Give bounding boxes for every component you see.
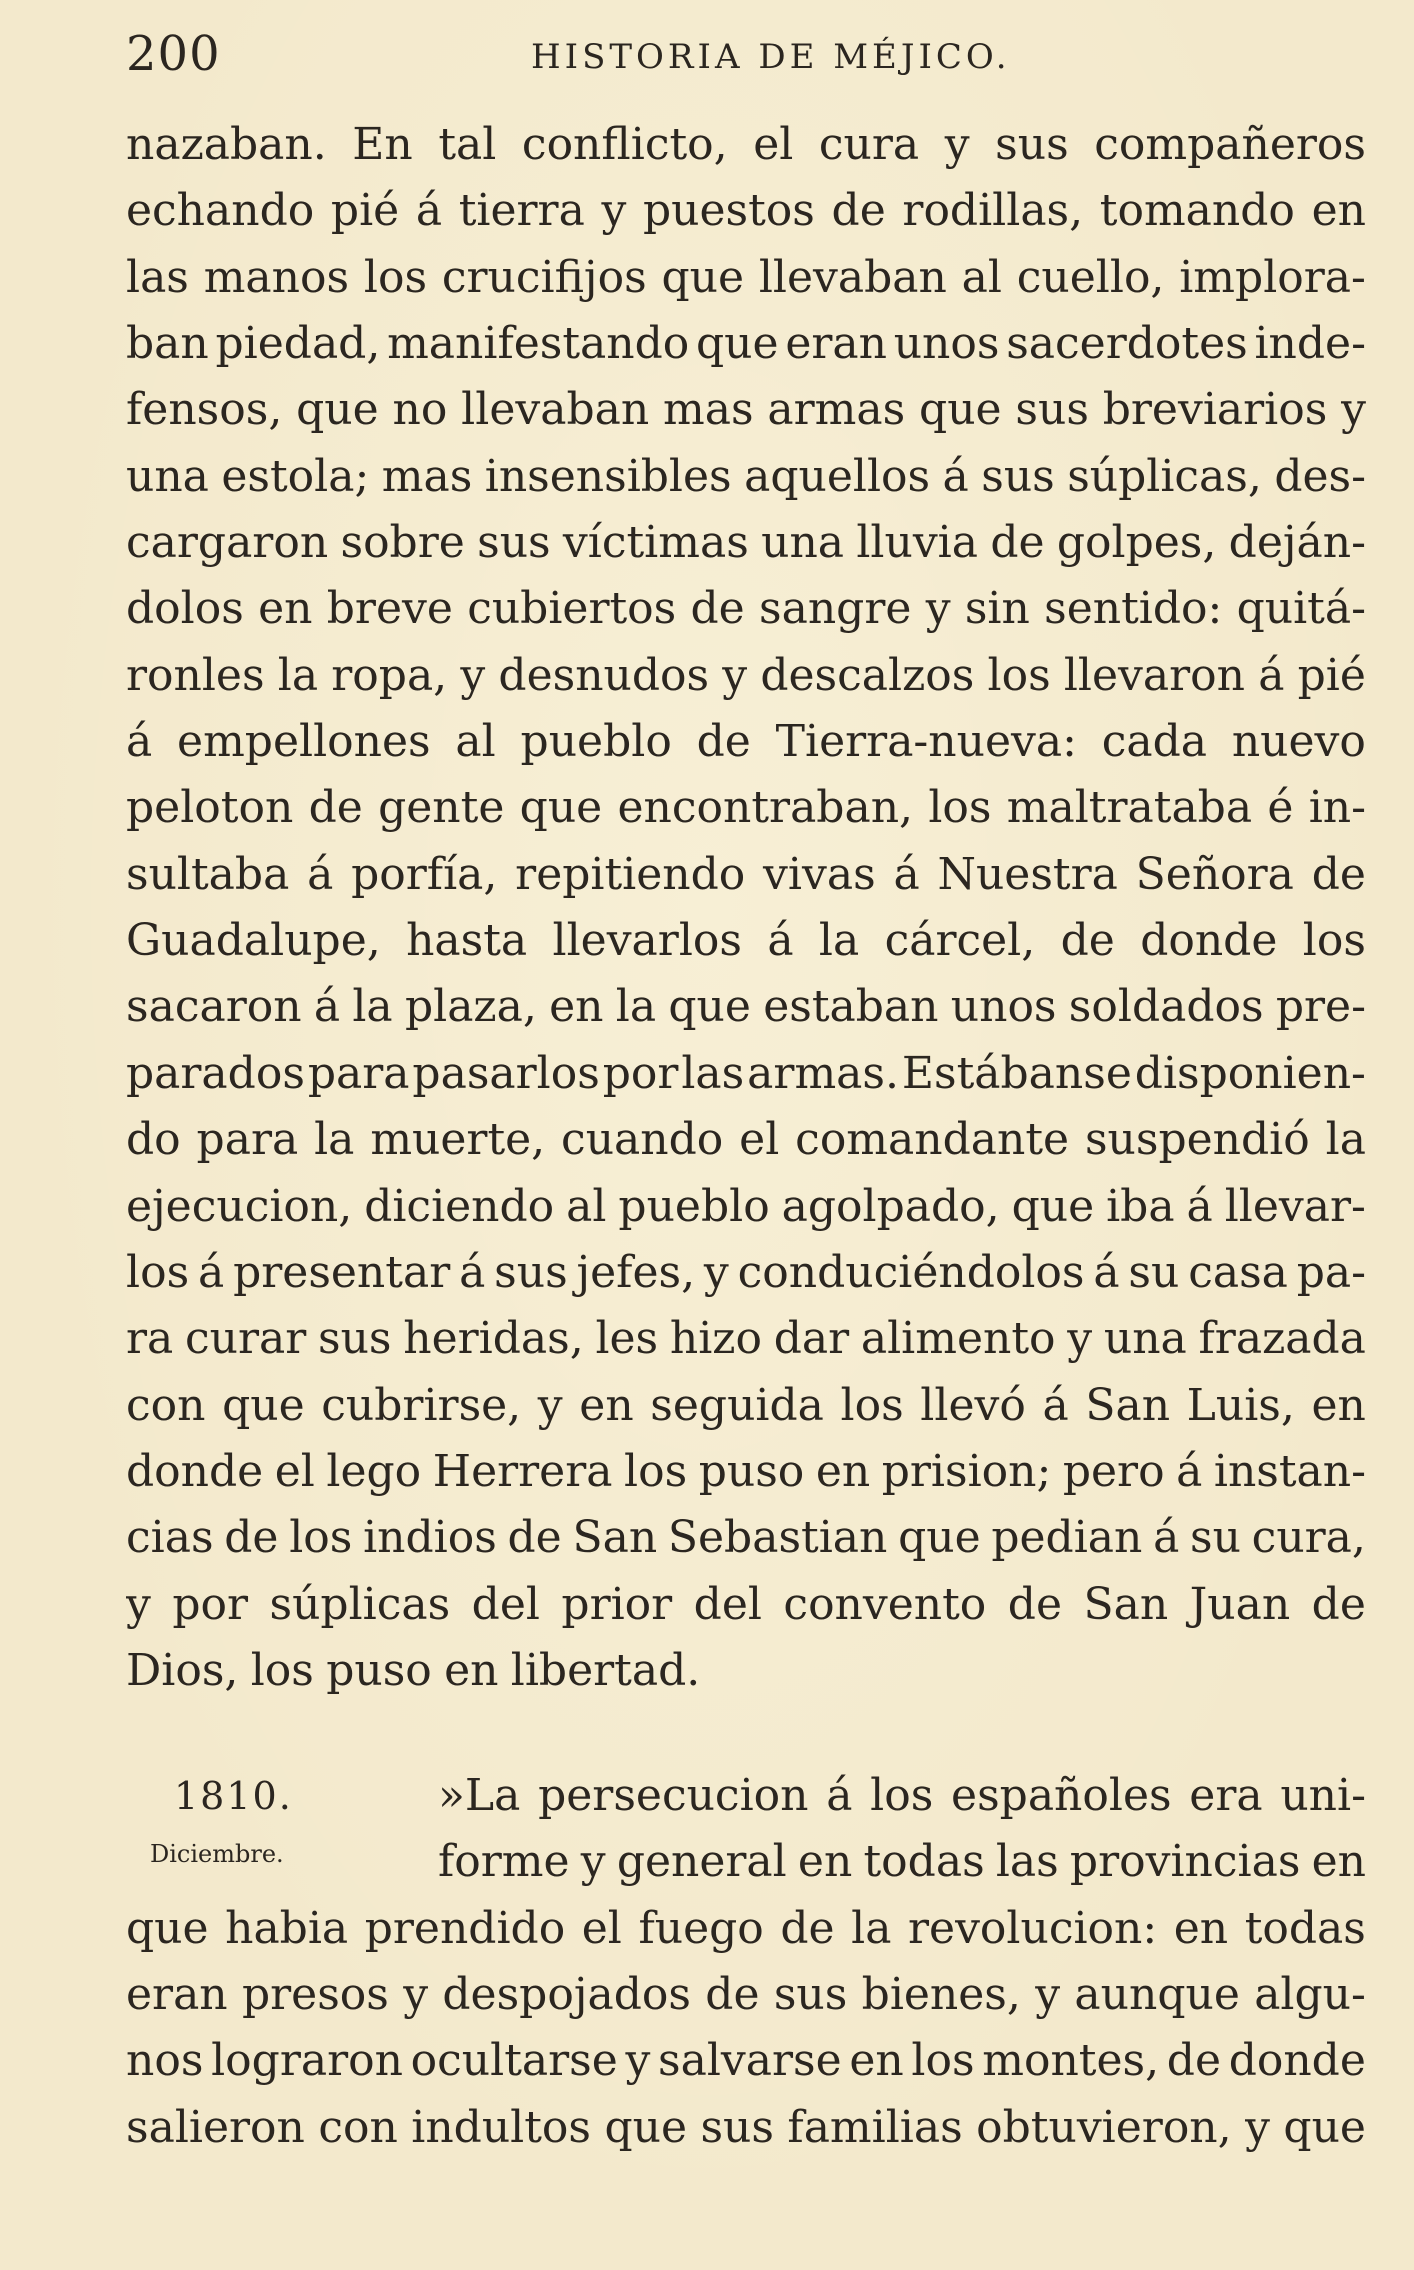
margin-note-month: Diciembre. <box>150 1840 284 1868</box>
page-number: 200 <box>126 26 221 82</box>
text-line: una estola; mas insensibles aquellos á sus súplicas, des- <box>126 450 1366 502</box>
text-line: nazaban. En tal conflicto, el cura y sus compañeros <box>126 119 1366 170</box>
text-line: sacaron á la plaza, en la que estaban unos soldados pre- <box>126 981 1366 1033</box>
text-line: parados para pasarlos por las armas. Estábanse disponien- <box>126 1047 1366 1099</box>
text-line: sultaba á porfía, repitiendo vivas á Nuestra Señora de <box>126 848 1366 900</box>
margin-note-year: 1810. <box>174 1774 293 1818</box>
text-line: echando pié á tierra y puestos de rodillas, tomando en <box>126 185 1366 237</box>
text-line: peloton de gente que encontraban, los maltrataba é in- <box>126 782 1366 834</box>
text-line: »La persecucion á los españoles era uni- <box>438 1770 1366 1821</box>
text-line: los á presentar á sus jefes, y conduciéndolos á su casa pa- <box>126 1246 1366 1298</box>
text-line: ejecucion, diciendo al pueblo agolpado, que iba á llevar- <box>126 1180 1366 1232</box>
paragraph-1 <box>126 112 1366 1704</box>
text-line-last: Dios, los puso en libertad. <box>126 1644 701 1696</box>
text-line: cargaron sobre sus víctimas una lluvia de golpes, deján- <box>126 517 1366 569</box>
text-line: cias de los indios de San Sebastian que pedian á su cura, <box>126 1512 1366 1564</box>
text-line: do para la muerte, cuando el comandante suspendió la <box>126 1114 1366 1166</box>
text-line: nos lograron ocultarse y salvarse en los montes, de donde <box>126 2035 1366 2087</box>
text-line: fensos, que no llevaban mas armas que sus breviarios y <box>126 384 1366 436</box>
text-line: dolos en breve cubiertos de sangre y sin sentido: quitá- <box>126 583 1366 635</box>
text-line: ban piedad, manifestando que eran unos sacerdotes inde- <box>126 318 1366 370</box>
text-line: y por súplicas del prior del convento de San Juan de <box>126 1578 1366 1630</box>
text-line: salieron con indultos que sus familias obtuvieron, y que <box>126 2101 1366 2153</box>
text-line: ra curar sus heridas, les hizo dar alimento y una frazada <box>126 1313 1366 1365</box>
text-line: forme y general en todas las provincias en <box>438 1836 1366 1888</box>
text-line: á empellones al pueblo de Tierra-nueva: cada nuevo <box>126 716 1366 768</box>
paragraph-2 <box>126 1763 1366 2161</box>
text-line: eran presos y despojados de sus bienes, y aunque algu- <box>126 1969 1366 2021</box>
text-line: Guadalupe, hasta llevarlos á la cárcel, de donde los <box>126 915 1366 967</box>
text-line: con que cubrirse, y en seguida los llevó á San Luis, en <box>126 1379 1366 1431</box>
text-line: donde el lego Herrera los puso en prision; pero á instan- <box>126 1445 1366 1497</box>
running-title: HISTORIA DE MÉJICO. <box>531 37 1011 77</box>
text-line: ronles la ropa, y desnudos y descalzos los llevaron á pié <box>126 649 1366 701</box>
text-line: las manos los crucifijos que llevaban al cuello, implora- <box>126 251 1366 303</box>
running-head <box>126 24 1366 84</box>
text-line: que habia prendido el fuego de la revolucion: en todas <box>126 1902 1366 1954</box>
